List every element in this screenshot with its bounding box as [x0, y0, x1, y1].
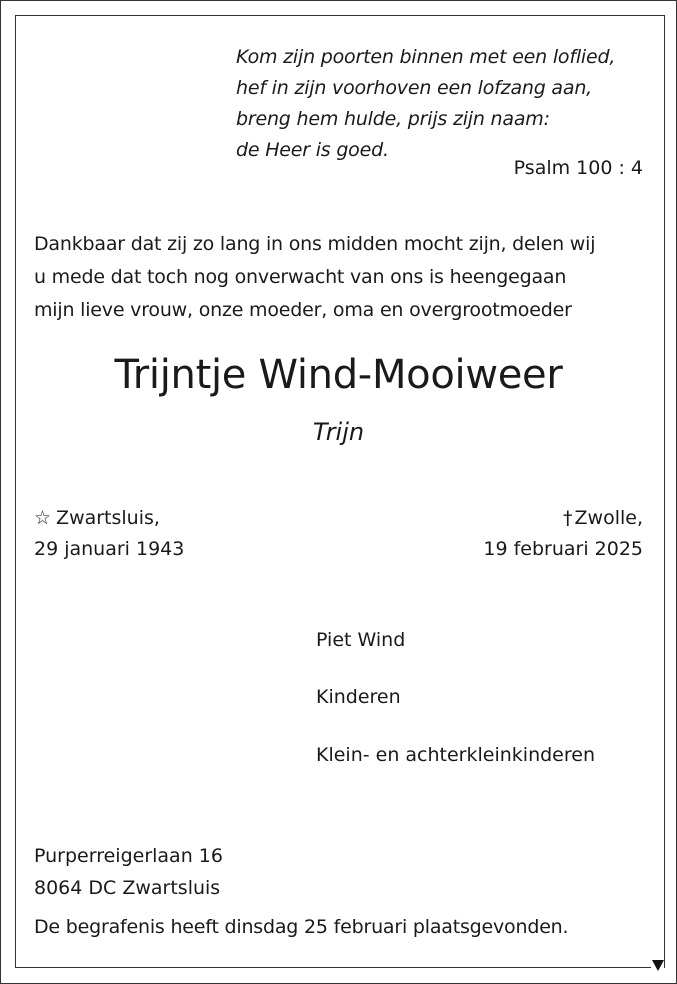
verse-reference: Psalm 100 : 4: [513, 157, 643, 179]
bible-verse: [236, 42, 656, 166]
bottom-border-line: [15, 967, 651, 968]
announcement-text: [34, 228, 654, 327]
birth-date: 29 januari 1943: [34, 538, 185, 560]
family-member: Kinderen: [316, 686, 401, 708]
correspondence-address: [34, 840, 223, 904]
deceased-nickname: Trijn: [312, 418, 365, 446]
verse-line: de Heer is goed.: [236, 139, 389, 161]
death-date: 19 februari 2025: [483, 538, 643, 560]
death-info: [483, 503, 643, 565]
continue-arrow-icon: [652, 960, 664, 971]
cross-icon: †: [563, 507, 573, 529]
address-street: Purperreigerlaan 16: [34, 845, 223, 867]
birth-place: Zwartsluis,: [56, 507, 160, 529]
family-member: Klein- en achterkleinkinderen: [316, 744, 595, 766]
funeral-notice: De begrafenis heeft dinsdag 25 februari plaatsgevonden.: [34, 916, 569, 938]
verse-line: hef in zijn voorhoven een lofzang aan,: [236, 77, 592, 99]
death-place: Zwolle,: [574, 507, 643, 529]
announcement-line: mijn lieve vrouw, onze moeder, oma en overgrootmoeder: [34, 299, 572, 321]
verse-line: Kom zijn poorten binnen met een loflied,: [236, 46, 616, 68]
star-icon: ☆: [34, 507, 52, 529]
announcement-line: Dankbaar dat zij zo lang in ons midden mocht zijn, delen wij: [34, 233, 596, 255]
announcement-line: u mede dat toch nog onverwacht van ons is heengegaan: [34, 266, 567, 288]
family-member: Piet Wind: [316, 629, 406, 651]
address-postal-city: 8064 DC Zwartsluis: [34, 877, 221, 899]
deceased-name: Trijntje Wind-Mooiweer: [114, 352, 563, 398]
verse-line: breng hem hulde, prijs zijn naam:: [236, 108, 550, 130]
birth-info: [34, 503, 184, 565]
